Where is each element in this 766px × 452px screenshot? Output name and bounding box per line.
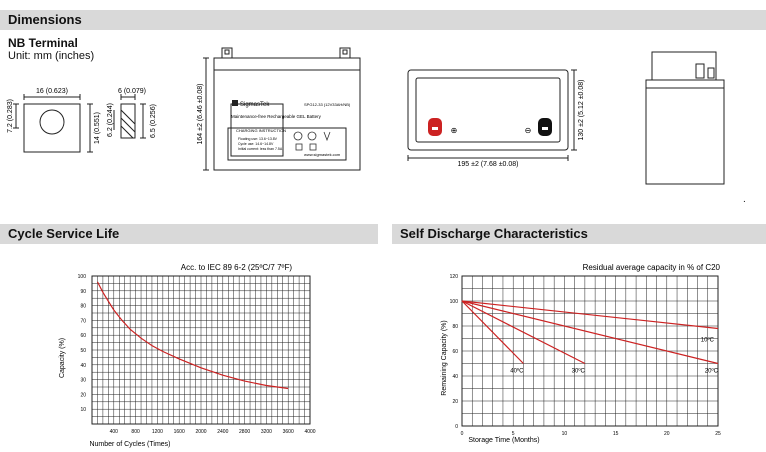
- x-tick-label: 25: [715, 431, 721, 437]
- dim-62-label: 6.2 (0.244): [107, 103, 114, 137]
- self-discharge-header: Self Discharge Characteristics: [392, 224, 766, 244]
- dim-width-label: 16 (0.623): [36, 88, 68, 95]
- terminal-diagram: [0, 80, 190, 160]
- y-tick-label: 50: [80, 348, 86, 354]
- x-tick-label: 2000: [195, 429, 207, 435]
- battery-type: Maintenance-free Rechargeable GEL Battery: [231, 114, 321, 119]
- minus-sign: ⊖: [524, 126, 532, 135]
- y-tick-label: 40: [80, 362, 86, 369]
- charging-line3: Initial current: less than 7.5A: [238, 147, 283, 151]
- x-tick-label: 1600: [173, 429, 185, 435]
- cycle-life-chart: [52, 258, 332, 450]
- cycle-life-header: Cycle Service Life: [0, 224, 378, 244]
- charging-title: CHARGING INSTRUCTION: [236, 128, 286, 133]
- stray-dot: .: [743, 194, 746, 205]
- battery-side-diagram: [636, 48, 736, 188]
- battery-brand: SigmasTek: [240, 102, 270, 108]
- battery-height-label: 164 ±2 (6.46 ±0.08): [197, 83, 204, 145]
- cycle-chart-ylabel: Capacity (%): [59, 337, 66, 379]
- x-tick-label: 5: [511, 431, 515, 437]
- x-tick-label: 15: [612, 431, 619, 437]
- x-tick-label: 0: [460, 431, 464, 437]
- series-label: 30ºC: [571, 368, 585, 375]
- x-tick-label: 1200: [151, 429, 163, 435]
- sd-chart-title: Residual average capacity in % of C20: [582, 263, 720, 272]
- x-tick-label: 2400: [217, 429, 229, 435]
- x-tick-label: 20: [664, 431, 670, 437]
- battery-length-label: 195 ±2 (7.68 ±0.08): [457, 161, 519, 168]
- y-tick-label: 0: [455, 424, 458, 430]
- battery-width-label: 130 ±2 (5.12 ±0.08): [578, 79, 585, 141]
- y-tick-label: 20: [452, 399, 458, 405]
- dimensions-header: Dimensions: [0, 10, 766, 30]
- series-label: 20ºC: [704, 368, 718, 375]
- battery-model: SPG12-33 (12V33AH/NB): [304, 102, 351, 107]
- dim-14-label: 14 (0.551): [94, 112, 101, 144]
- plus-sign: ⊕: [450, 126, 458, 135]
- terminal-title: NB Terminal: [8, 36, 78, 50]
- dim-6-label: 6 (0.079): [117, 88, 147, 95]
- y-tick-label: 10: [80, 407, 86, 414]
- y-tick-label: 30: [80, 377, 86, 384]
- x-tick-label: 800: [131, 429, 140, 435]
- x-tick-label: 10: [561, 431, 568, 437]
- y-tick-label: 40: [452, 374, 458, 380]
- sd-chart-ylabel: Remaining Capacity (%): [441, 320, 448, 396]
- y-tick-label: 100: [77, 274, 86, 280]
- y-tick-label: 70: [80, 318, 86, 325]
- x-tick-label: 3200: [260, 429, 272, 435]
- y-tick-label: 80: [452, 324, 458, 330]
- x-tick-label: 400: [109, 429, 118, 435]
- y-tick-label: 120: [449, 274, 458, 280]
- battery-website: www.sigmastek.com: [304, 152, 341, 157]
- y-tick-label: 90: [80, 288, 86, 295]
- dim-65-label: 6.5 (0.256): [150, 104, 157, 138]
- series-label: 10ºC: [700, 337, 714, 344]
- y-tick-label: 20: [80, 392, 86, 399]
- battery-front-diagram: [192, 40, 378, 176]
- y-tick-label: 60: [452, 349, 458, 355]
- x-tick-label: 2800: [239, 429, 251, 435]
- dim-height-label: 7.2 (0.283): [7, 99, 14, 133]
- cycle-chart-title: Acc. to IEC 89 6-2 (25ºC/7 7ºF): [180, 263, 292, 272]
- battery-top-diagram: [402, 60, 588, 170]
- charging-line2: Cycle use: 14.6~14.8V: [238, 142, 274, 146]
- series-label: 40ºC: [510, 368, 524, 375]
- charging-line1: Floating use: 13.6~13.8V: [238, 137, 278, 141]
- unit-label: Unit: mm (inches): [8, 50, 95, 62]
- x-tick-label: 3600: [282, 429, 294, 435]
- cycle-chart-xlabel: Number of Cycles (Times): [89, 441, 171, 448]
- y-tick-label: 100: [449, 299, 458, 305]
- y-tick-label: 80: [80, 303, 86, 310]
- self-discharge-chart: [434, 258, 734, 450]
- y-tick-label: 60: [80, 333, 86, 340]
- x-tick-label: 4000: [304, 429, 316, 435]
- sd-chart-xlabel: Storage Time (Months): [468, 437, 540, 444]
